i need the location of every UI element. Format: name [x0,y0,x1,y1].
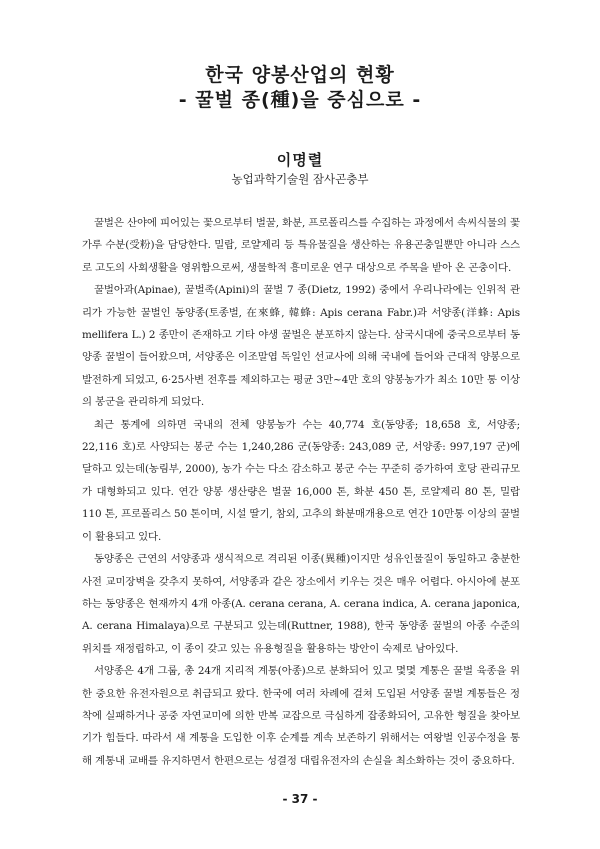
author-name: 이명렬 [276,151,324,169]
author-affiliation: 농업과학기술원 잠사곤충부 [231,172,369,186]
body-paragraph: 꿀벌은 산야에 피어있는 꽃으로부터 벌꿀, 화분, 프로폴리스를 수집하는 과정에서 속씨식물의 꽃가루 수분(受粉)을 담당한다. 밀랍, 로얄제리 등 특유물질을 생산하는 유용곤충일뿐만 아니라 스스로 고도의 사회생활을 영위함으로써, 생물학적 흥미로운 연구 대상으로 주목을 받아 온 곤충이다. [82,217,520,274]
body-paragraph: 꿀벌아과(Apinae), 꿀벌족(Apini)의 꿀벌 7 종(Dietz, 1992) 중에서 우리나라에는 인위적 관리가 가능한 꿀벌인 동양종(토종벌, 在來蜂, 韓蜂: Apis cerana Fabr.)과 서양종(洋蜂: Apis mellifera L.) 2 종만이 존재하고 기타 야생 꿀벌은 분포하지 않는다. 삼국시대에 중국으로부터 동양종 꿀벌이 들어왔으며, 서양종은 이조말엽 독일인 선교사에 의해 국내에 들어와 근대적 양봉으로 발전하게 되었고, 6·25사변 전후를 제외하고는 평균 3만~4만 호의 양봉농가가 최소 10만 통 이상의 봉군을 관리하게 되었다. [82,284,520,409]
article-subtitle: - 꿀벌 종(種)을 중심으로 - [178,89,422,111]
body-paragraph: 최근 통계에 의하면 국내의 전체 양봉농가 수는 40,774 호(동양종; 18,658 호, 서양종; 22,116 호)로 사양되는 봉군 수는 1,240,286 군(동양종: 243,089 군, 서양종: 997,197 군)에 달하고 있는데(농림부, 2000), 농가 수는 다소 감소하고 봉군 수는 꾸준히 증가하여 호당 관리규모가 대형화되고 있다. 연간 양봉 생산량은 벌꿀 16,000 톤, 화분 450 톤, 로얄제리 80 톤, 밀랍 110 톤, 프로폴리스 50 톤이며, 시설 딸기, 참외, 고추의 화분매개용으로 연간 10만통 이상의 꿀벌이 활용되고 있다. [82,418,520,543]
article-title: 한국 양봉산업의 현황 [205,64,395,86]
page-number: - 37 - [282,792,318,806]
article-body [82,212,520,772]
body-paragraph: 서양종은 4개 그룹, 총 24개 지리적 계통(아종)으로 분화되어 있고 몇몇 계통은 꿀벌 육종을 위한 중요한 유전자원으로 취급되고 왔다. 한국에 여러 차례에 걸쳐 도입된 서양종 꿀벌 계통들은 정착에 실패하거나 공중 자연교미에 의한 반복 교잡으로 극심하게 잡종화되어, 고유한 형질을 찾아보기가 힘들다. 따라서 새 계통을 도입한 이후 순계를 계속 보존하기 위해서는 여왕벌 인공수정을 통해 계통내 교배를 유지하면서 한편으로는 성결정 대립유전자의 손실을 최소화하는 것이 중요하다. [82,665,520,767]
body-paragraph: 동양종은 근연의 서양종과 생식적으로 격리된 이종(異種)이지만 성유인물질이 동일하고 충분한 사전 교미장벽을 갖추지 못하여, 서양종과 같은 장소에서 키우는 것은 매우 어렵다. 아시아에 분포하는 동양종은 현재까지 4개 아종(A. cerana cerana, A. cerana indica, A. cerana japonica, A. cerana Himalaya)으로 구분되고 있는데(Ruttner, 1988), 한국 동양종 꿀벌의 아종 수준의 위치를 재정립하고, 이 종이 갖고 있는 유용형질을 활용하는 방안이 숙제로 남아있다. [82,553,520,655]
